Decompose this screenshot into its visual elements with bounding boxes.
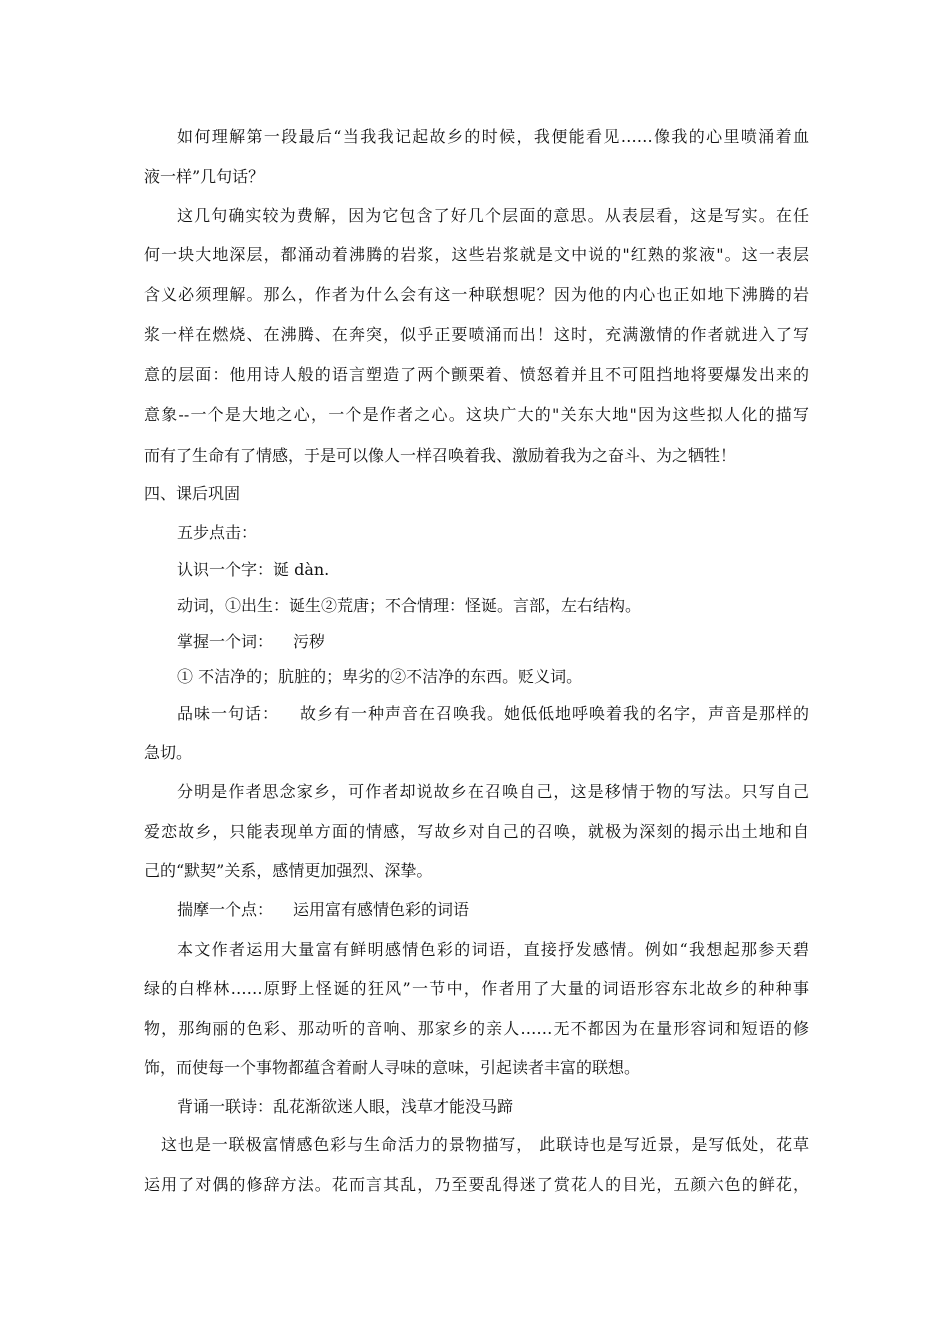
question-line-2: 液一样”几句话？ bbox=[144, 167, 265, 186]
poem-explain-line-1: 这也是一联极富情感色彩与生命活力的景物描写， 此联诗也是写近景，是写低处，花草 bbox=[161, 1135, 809, 1154]
poem-line: 背诵一联诗：乱花渐欲迷人眼，浅草才能没马蹄 bbox=[177, 1097, 514, 1116]
answer-line-2: 何一块大地深层，都涌动着沸腾的岩浆，这些岩浆就是文中说的"红熟的浆液"。这一表层 bbox=[144, 245, 809, 264]
sentence-explain-line-3: 己的“默契”关系，感情更加强烈、深挚。 bbox=[144, 861, 433, 880]
word-line bbox=[177, 632, 809, 652]
sentence-explain-line-1: 分明是作者思念家乡，可作者却说故乡在召唤自己，这是移情于物的写法。只写自己 bbox=[177, 782, 809, 801]
point-value: 运用富有感情色彩的词语 bbox=[293, 900, 470, 919]
word-label: 掌握一个词： bbox=[177, 632, 274, 651]
point-explain-line-4: 饰，而使每一个事物都蕴含着耐人寻味的意味，引起读者丰富的联想。 bbox=[144, 1058, 641, 1077]
answer-line-7: 而有了生命有了情感，于是可以像人一样召唤着我、激励着我为之奋斗、为之牺牲！ bbox=[144, 446, 737, 465]
sentence-text: 故乡有一种声音在召唤我。她低低地呼唤着我的名字，声音是那样的 bbox=[299, 704, 809, 723]
poem-explain-line-2: 运用了对偶的修辞方法。花而言其乱，乃至要乱得迷了赏花人的目光，五颜六色的鲜花， bbox=[144, 1175, 809, 1194]
answer-line-3: 含义必须理解。那么，作者为什么会有这一种联想呢？因为他的内心也正如地下沸腾的岩 bbox=[144, 285, 809, 304]
point-explain-line-3: 物，那绚丽的色彩、那动听的音响、那家乡的亲人……无不都因为在量形容词和短语的修 bbox=[144, 1019, 809, 1038]
point-explain-line-2: 绿的白桦林……原野上怪诞的狂风”一节中，作者用了大量的词语形容东北故乡的种种事 bbox=[144, 979, 809, 998]
answer-line-5: 意的层面：他用诗人般的语言塑造了两个颤栗着、愤怒着并且不可阻挡地将要爆发出来的 bbox=[144, 365, 809, 384]
char-definition: 动词，①出生：诞生②荒唐；不合情理：怪诞。言部，左右结构。 bbox=[177, 596, 642, 615]
sentence-explain-line-2: 爱恋故乡，只能表现单方面的情感，写故乡对自己的召唤，就极为深刻的揭示出土地和自 bbox=[144, 822, 809, 841]
char-label: 认识一个字：诞 dàn. bbox=[177, 560, 330, 579]
answer-line-6: 意象--一个是大地之心，一个是作者之心。这块广大的"关东大地"因为这些拟人化的描写 bbox=[144, 405, 809, 424]
point-line bbox=[177, 900, 809, 920]
question-line-1: 如何理解第一段最后“当我我记起故乡的时候，我便能看见……像我的心里喷涌着血 bbox=[177, 127, 809, 146]
point-label: 揣摩一个点： bbox=[177, 900, 274, 919]
answer-line-1: 这几句确实较为费解，因为它包含了好几个层面的意思。从表层看，这是写实。在任 bbox=[177, 206, 809, 225]
word-definition: ① 不洁净的；肮脏的；卑劣的②不洁净的东西。贬义词。 bbox=[177, 667, 583, 686]
sentence-label: 品味一句话： bbox=[177, 704, 279, 723]
five-steps-title: 五步点击： bbox=[177, 523, 258, 542]
sentence-line-2: 急切。 bbox=[144, 743, 193, 762]
point-explain-line-1: 本文作者运用大量富有鲜明感情色彩的词语，直接抒发感情。例如“我想起那参天碧 bbox=[177, 940, 809, 959]
answer-line-4: 浆一样在燃烧、在沸腾、在奔突，似乎正要喷涌而出！这时，充满激情的作者就进入了写 bbox=[144, 325, 809, 344]
word-value: 污秽 bbox=[293, 632, 326, 651]
section-heading: 四、课后巩固 bbox=[144, 484, 241, 503]
sentence-line-1 bbox=[177, 704, 809, 724]
